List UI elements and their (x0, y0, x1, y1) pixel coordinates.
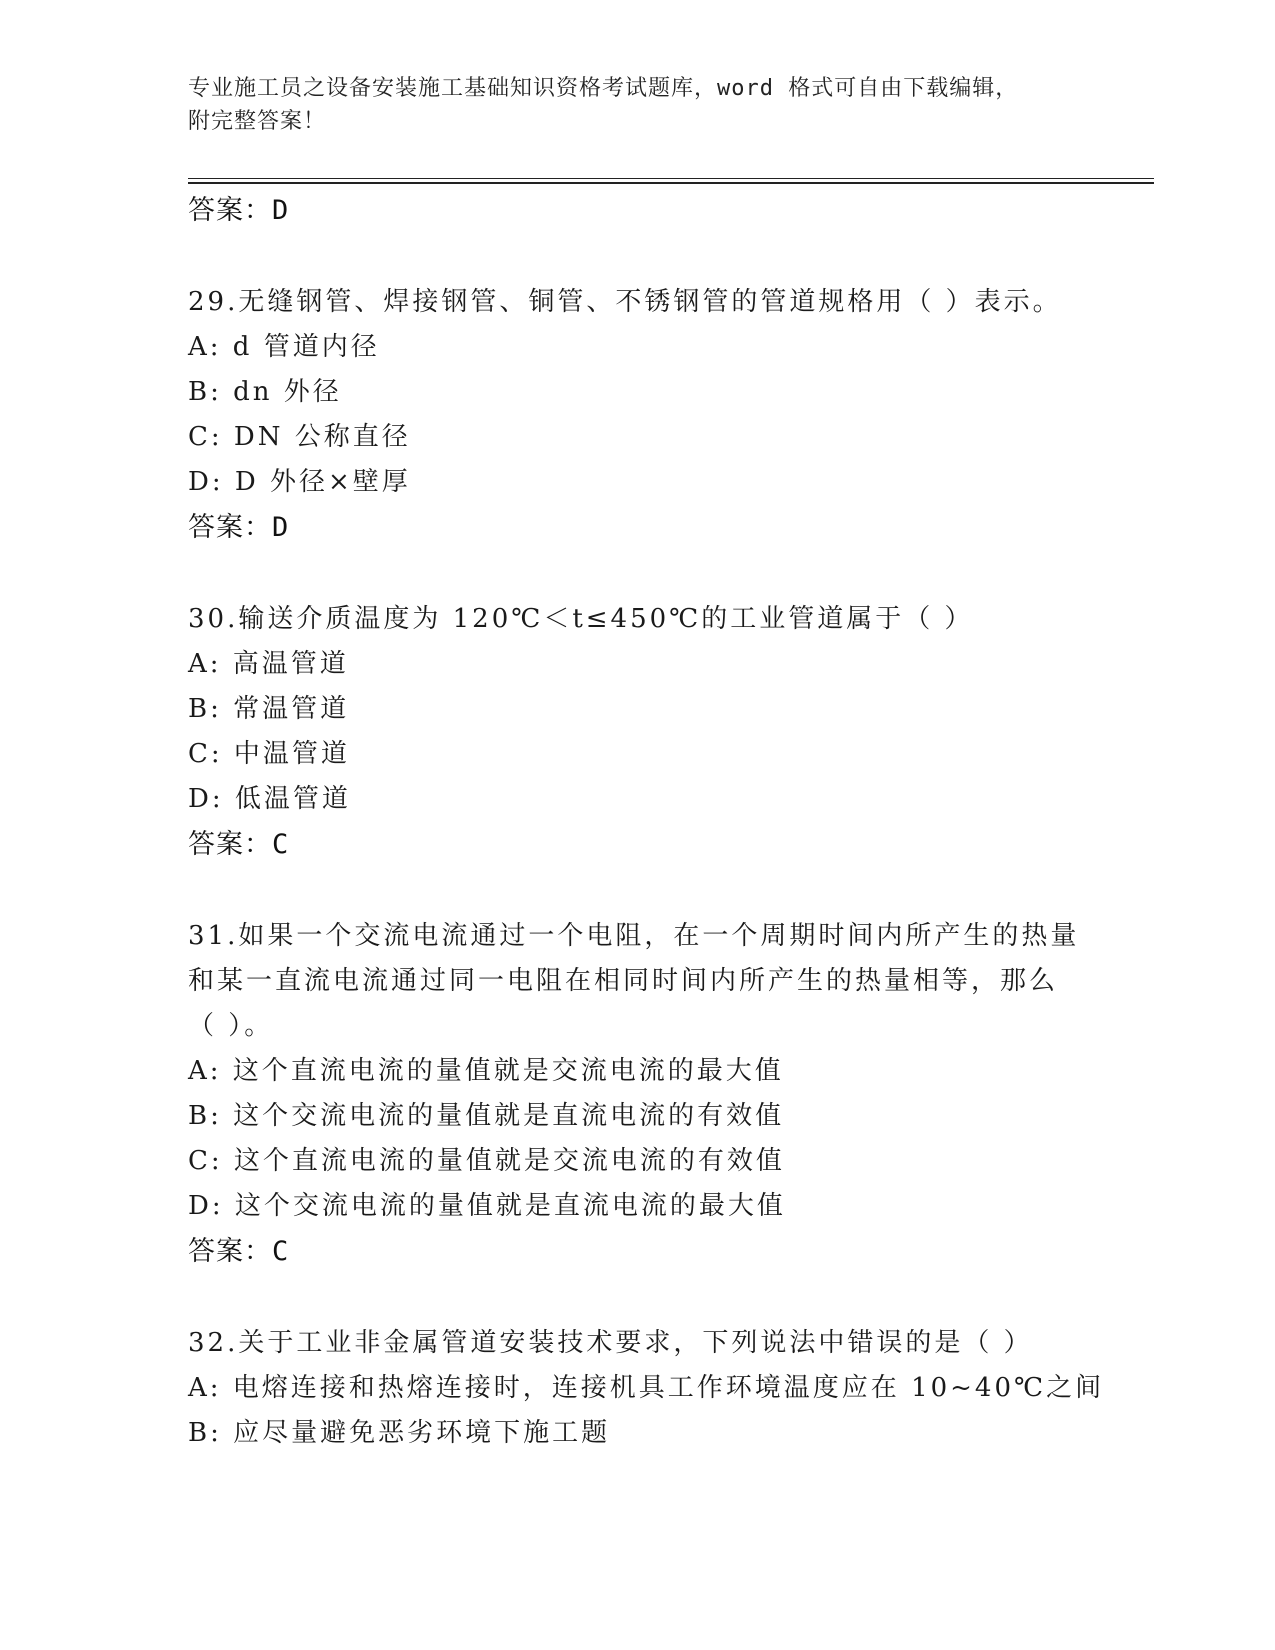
question-stem: 29.无缝钢管、焊接钢管、铜管、不锈钢管的管道规格用（ ）表示。 (188, 287, 1062, 317)
option-c: C: 中温管道 (188, 739, 350, 769)
header-line-2: 附完整答案！ (188, 109, 327, 134)
question-31 (188, 914, 1088, 1275)
answer: 答案：C (188, 1236, 290, 1267)
answer: 答案：C (188, 829, 290, 860)
question-stem-line-2: 和某一直流电流通过同一电阻在相同时间内所产生的热量相等，那么 (188, 966, 1059, 996)
option-d: D: D 外径×壁厚 (188, 467, 411, 497)
option-b: B: 这个交流电流的量值就是直流电流的有效值 (188, 1101, 785, 1131)
previous-answer: 答案：D (188, 195, 290, 226)
page-header (188, 72, 1068, 138)
question-30 (188, 597, 1088, 868)
question-32 (188, 1321, 1105, 1456)
option-d: D: 低温管道 (188, 784, 351, 814)
question-stem-line-1: 31.如果一个交流电流通过一个电阻，在一个周期时间内所产生的热量 (188, 921, 1080, 951)
option-b: B: dn 外径 (188, 377, 342, 407)
option-a: A: 这个直流电流的量值就是交流电流的最大值 (188, 1056, 784, 1086)
option-a: A: d 管道内径 (188, 332, 380, 362)
question-stem-line-3: （ ）。 (188, 1011, 274, 1041)
header-rule-thick (188, 182, 1154, 184)
question-29 (188, 280, 1088, 551)
option-c: C: 这个直流电流的量值就是交流电流的有效值 (188, 1146, 785, 1176)
option-d: D: 这个交流电流的量值就是直流电流的最大值 (188, 1191, 786, 1221)
answer: 答案：D (188, 512, 290, 543)
question-stem: 32.关于工业非金属管道安装技术要求，下列说法中错误的是（ ） (188, 1328, 1033, 1358)
option-c: C: DN 公称直径 (188, 422, 411, 452)
header-line-1: 专业施工员之设备安装施工基础知识资格考试题库，word 格式可自由下载编辑， (188, 76, 1019, 101)
question-list (188, 188, 1105, 1456)
option-b: B: 应尽量避免恶劣环境下施工题 (188, 1418, 611, 1448)
option-a: A: 高温管道 (188, 649, 349, 679)
question-stem: 30.输送介质温度为 120℃＜t≤450℃的工业管道属于（ ） (188, 604, 974, 634)
option-a: A: 电熔连接和热熔连接时，连接机具工作环境温度应在 10~40℃之间 (188, 1373, 1105, 1403)
option-b: B: 常温管道 (188, 694, 350, 724)
header-rule-thin (188, 178, 1154, 179)
